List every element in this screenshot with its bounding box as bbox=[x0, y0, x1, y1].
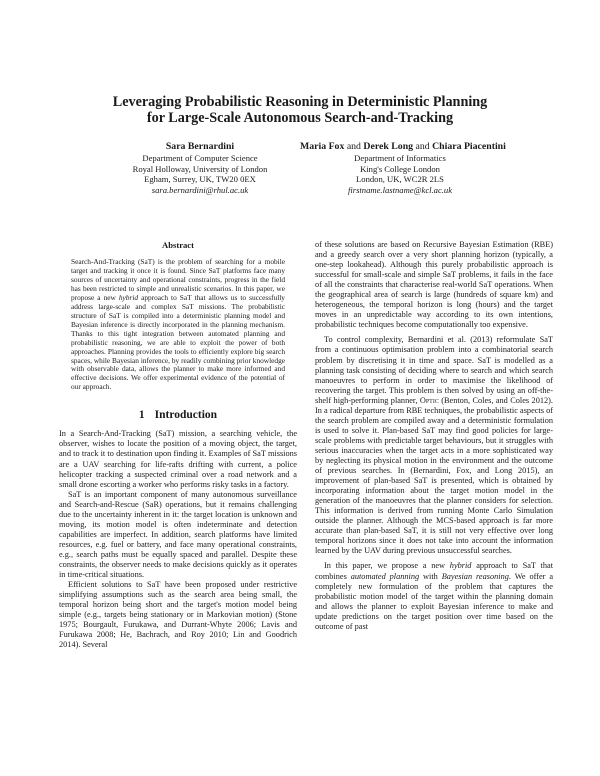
affiliation-left bbox=[95, 141, 305, 195]
author-and: and bbox=[415, 141, 430, 152]
author-block bbox=[0, 141, 600, 201]
paragraph: of these solutions are based on Recursive Bayesian Estimation (RBE) and a greedy search over a very short planning horizon (typically, a one-step lookahead). Although this purely probabilistic approach is successful for small-scale and simple SaT problems, it fails in the face of all the constraints that characterise real-world SaT operations. When the geographical area of search is large (hundreds of square km) and heterogeneous, the temporal horizon is long (hours) and the target moves in an unpredictable way according to its own intentions, probabilistic techniques become computationally too expensive. bbox=[315, 240, 553, 330]
abstract-heading: Abstract bbox=[162, 240, 194, 250]
paragraph: To control complexity, Bernardini et al. (2013) reformulate SaT from a continuous optimisation problem into a combinatorial search problem by discretising it in time and space. SaT is modelled as a planning task consisting of deciding where to search and which search manoeuvres to perform in order to maximise the likelihood of recovering the target. This problem is then solved by using an off-the-shelf high-performing planner, Optic (Benton, Coles, and Coles 2012). In a radical departure from RBE techniques, the probabilistic aspects of the search problem are compiled away and a deterministic formulation is used to solve it. Plan-based SaT may find good policies for large-scale problems with predictable target behaviours, but it struggles with serious inaccuracies when the target acts in a more sophisticated way by neglecting its physical motion in the environment and the outcome of previous searches. In (Bernardini, Fox, and Long 2015), an improvement of plan-based SaT is presented, which is obtained by incorporating information about the target motion model in the generation of the manoeuvres that the planner considers for selection. This information is derived from running Monte Carlo Simulation outside the planner. Although the MCS-based approach is far more accurate than plan-based SaT, it is still not very effective over long temporal horizons since it does not take into account the information learned by the UAV during previous unsuccessful searches. bbox=[315, 335, 553, 556]
planner-name: Optic bbox=[419, 395, 439, 405]
author-email: firstname.lastname@kcl.ac.uk bbox=[347, 184, 453, 195]
section-title: Introduction bbox=[154, 409, 218, 422]
left-column bbox=[59, 240, 297, 650]
abstract-body bbox=[71, 258, 285, 392]
author-names-right bbox=[300, 141, 540, 152]
title-line-2: for Large-Scale Autonomous Search-and-Tracking bbox=[146, 110, 454, 126]
author-email: sara.bernardini@rhul.ac.uk bbox=[151, 184, 249, 195]
section-number: 1 bbox=[138, 409, 145, 422]
author-name: Maria Fox bbox=[300, 141, 345, 152]
title-line-1: Leveraging Probabilistic Reasoning in Deterministic Planning bbox=[112, 94, 488, 110]
right-column bbox=[315, 240, 553, 632]
paragraph: In this paper, we propose a new hybrid approach to SaT that combines automated planning with Bayesian reasoning. We offer a completely new formulation of the problem that captures the probabilistic motion model of the target within the planning domain and allows the planner to exploit Bayesian inference to make and update predictions on the target position over time based on the outcome of past bbox=[315, 561, 554, 631]
affiliation-institution: King's College London bbox=[360, 163, 440, 174]
paragraph: Efficient solutions to SaT have been proposed under restrictive simplifying assumptions such as the search area being small, the temporal horizon being short and the target's motion model being simple (e.g., targets being stationary or in Markovian motion) (Stone 1975; Bourgault, Furukawa, and Durrant-Whyte 2006; Lavis and Furukawa 2008; He, Bachrach, and Roy 2010; Lin and Goodrich 2014). Several bbox=[59, 580, 297, 650]
paper-title bbox=[40, 94, 560, 126]
affiliation-dept: Department of Computer Science bbox=[142, 153, 258, 163]
author-name: Chiara Piacentini bbox=[432, 141, 506, 152]
paragraph: In a Search-And-Tracking (SaT) mission, a searching vehicle, the observer, wishes to locate the position of a moving object, the target, and to track it to destination upon finding it. Examples of SaT missions are a UAV searching for life-rafts drifting with current, a police helicopter tracking a suspected criminal over a road network and a small drone escorting a worker who performs risky tasks in a factory. bbox=[59, 429, 297, 489]
author-name: Derek Long bbox=[363, 141, 414, 152]
section-heading bbox=[59, 410, 297, 420]
paragraph: SaT is an important component of many autonomous surveillance and Search-and-Rescue (SaR) operations, but it remains challenging due to the uncertainty inherent in it: the target location is unknown and moving, its motion model is often indeterminate and detection capabilities are imperfect. In addition, search platforms have limited resources, e.g. fuel or battery, and face many operational constraints, e.g., search paths must be equally spaced and parallel. Despite these constraints, the observer needs to make decisions quickly as it operates in time-critical situations. bbox=[59, 489, 297, 580]
affiliation-address: Egham, Surrey, UK, TW20 0EX bbox=[144, 174, 256, 185]
affiliation-dept: Department of Informatics bbox=[354, 153, 446, 163]
abstract-text: Search-And-Tracking (SaT) is the problem of searching for a mobile target and tracking it once it is found. Since SaT platforms face many sources of uncertainty and operational constraints, progress in the field has been restricted to simple and unrealistic scenarios. In this paper, we propose a new hybrid approach to SaT that allows us to successfully address large-scale and complex SaT missions. The probabilistic structure of SaT is compiled into a deterministic planning model and Bayesian inference is directly incorporated in the planning mechanism. Thanks to this tight integration between automated planning and probabilistic reasoning, we are able to exploit the power of both approaches. Planning provides the tools to efficiently explore big search spaces, while Bayesian inference, by readily combining prior knowledge with observable data, allows the planner to make more informed and effective decisions. We offer experimental evidence of the potential of our approach. bbox=[71, 257, 285, 392]
author-name: Sara Bernardini bbox=[165, 141, 235, 152]
author-and: and bbox=[346, 141, 361, 152]
affiliation-institution: Royal Holloway, University of London bbox=[132, 163, 268, 174]
affiliation-address: London, UK, WC2R 2LS bbox=[356, 174, 444, 185]
